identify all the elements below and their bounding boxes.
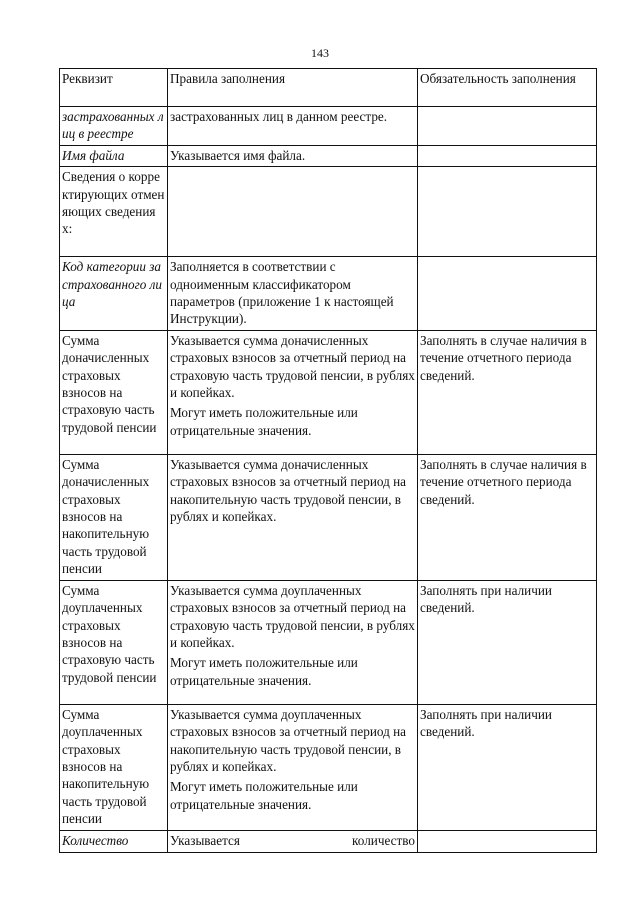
rule-text: Заполняется в соответствии с одноименным классификатором параметров (приложение 1 к настоящей Инструкции). <box>170 259 394 327</box>
page-number: 143 <box>311 46 329 60</box>
requisite-cell: Код категории застрахованного лица <box>60 257 168 331</box>
required-cell: Заполнять при наличии сведений. <box>418 704 597 830</box>
requisite-cell: Имя файла <box>60 145 168 166</box>
table-row <box>60 167 597 257</box>
rule-cell <box>168 330 418 454</box>
rule-cell <box>168 257 418 331</box>
table-header-row <box>60 69 597 107</box>
required-cell <box>418 167 597 257</box>
requisite-cell: Сумма доначисленных страховых взносов на накопительную часть трудовой пенсии <box>60 454 168 580</box>
requisite-cell: Сумма доуплаченных страховых взносов на накопительную часть трудовой пенсии <box>60 704 168 830</box>
rule-cell <box>168 107 418 146</box>
header-rules: Правила заполнения <box>168 69 418 107</box>
rule-cell <box>168 454 418 580</box>
requisite-cell: Количество <box>60 830 168 852</box>
required-cell <box>418 257 597 331</box>
rule-text: Указывается сумма доначисленных страховых взносов за отчетный период на страховую часть трудовой пенсии, в рублях и копейках. <box>170 332 415 401</box>
required-cell <box>418 830 597 852</box>
header-requisite: Реквизит <box>60 69 168 107</box>
table-row <box>60 107 597 146</box>
rule-text: застрахованных лиц в данном реестре. <box>170 109 388 124</box>
rule-text: Указывается сумма доуплаченных страховых взносов за отчетный период на накопительную часть трудовой пенсии, в рублях и копейках. <box>170 706 407 774</box>
table-row <box>60 580 597 704</box>
required-cell <box>418 145 597 166</box>
table-row <box>60 145 597 166</box>
required-cell <box>418 107 597 146</box>
required-cell: Заполнять в случае наличия в течение отчетного периода сведений. <box>418 454 597 580</box>
rule-text: Указывается имя файла. <box>170 147 306 163</box>
table-row <box>60 330 597 454</box>
table-row <box>60 454 597 580</box>
required-cell: Заполнять в случае наличия в течение отчетного периода сведений. <box>418 330 597 454</box>
rule-text: Могут иметь положительные или отрицательные значения. <box>170 655 358 688</box>
requisite-cell: Сумма доначисленных страховых взносов на страховую часть трудовой пенсии <box>60 330 168 454</box>
requisite-cell: Сумма доуплаченных страховых взносов на страховую часть трудовой пенсии <box>60 580 168 704</box>
rule-cell <box>168 704 418 830</box>
rule-text: Указывается количество <box>170 832 415 848</box>
table-row <box>60 257 597 331</box>
required-cell: Заполнять при наличии сведений. <box>418 580 597 704</box>
table-row <box>60 704 597 830</box>
rule-cell <box>168 580 418 704</box>
rule-text: Могут иметь положительные или отрицательные значения. <box>170 779 358 812</box>
table-row <box>60 830 597 852</box>
requisite-cell: застрахованных лиц в реестре <box>60 107 168 146</box>
section-heading-cell: Сведения о корректирующих отменяющих сведениях: <box>60 167 168 257</box>
rule-text: Могут иметь положительные или отрицательные значения. <box>170 405 358 438</box>
rule-cell <box>168 167 418 257</box>
rule-cell <box>168 830 418 852</box>
rule-text: Указывается сумма доначисленных страховых взносов за отчетный период на накопительную часть трудовой пенсии, в рублях и копейках. <box>170 456 407 525</box>
rule-cell <box>168 145 418 166</box>
header-required: Обязательность заполнения <box>418 69 597 107</box>
rule-text: Указывается сумма доуплаченных страховых взносов за отчетный период на страховую часть трудовой пенсии, в рублях и копейках. <box>170 582 415 650</box>
requisites-table <box>59 68 597 853</box>
